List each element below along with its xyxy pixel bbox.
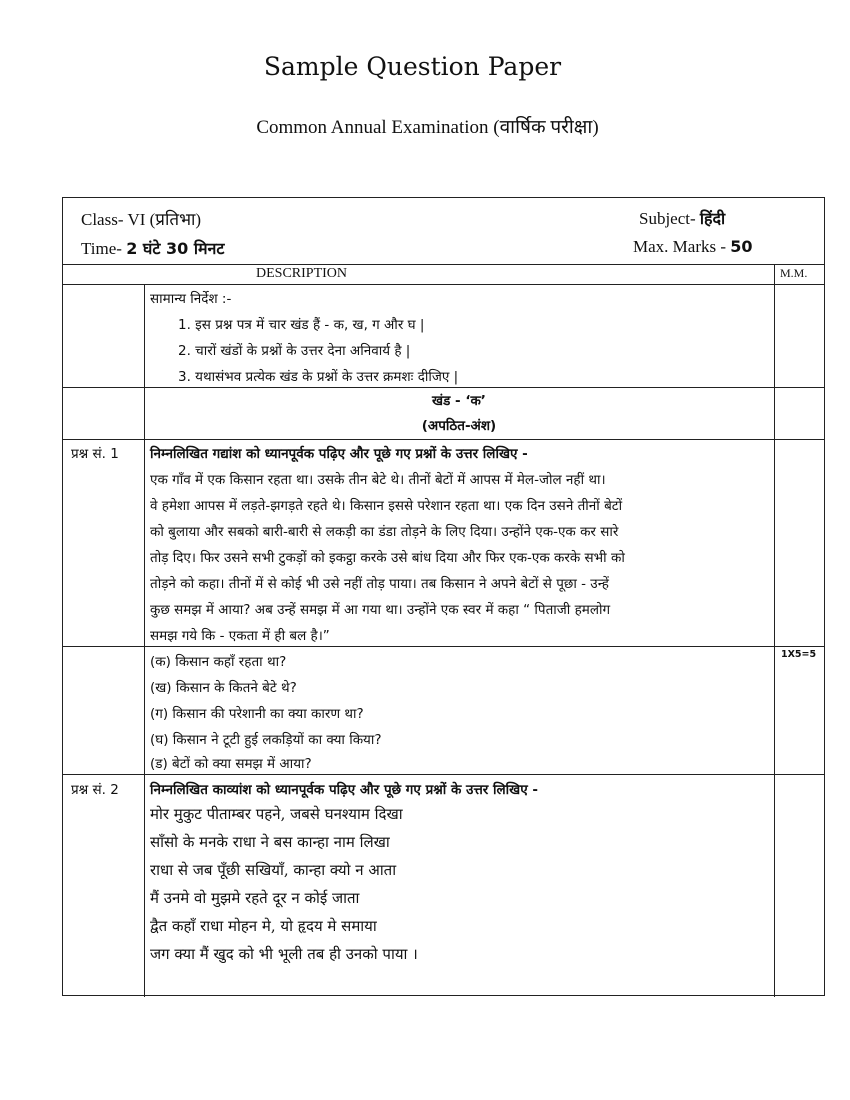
- poem-line: द्वैत कहाँ राधा मोहन मे, यो हृदय मे समाया: [150, 917, 377, 935]
- instruction-item: 3. यथासंभव प्रत्येक खंड के प्रश्नों के उत्तर क्रमशः दीजिए |: [178, 369, 459, 385]
- row-divider: [63, 439, 824, 440]
- class-info: [81, 207, 201, 230]
- instruction-item: 1. इस प्रश्न पत्र में चार खंड हैं - क, ख, ग और घ |: [178, 317, 425, 333]
- question-instruction: निम्नलिखित काव्यांश को ध्यानपूर्वक पढ़िए और पूछे गए प्रश्नों के उत्तर लिखिए -: [150, 782, 538, 798]
- question-table: [62, 197, 825, 996]
- passage-line: तोड़ने को कहा। तीनों में से कोई भी उसे नहीं तोड़ पाया। तब किसान ने अपने बेटों से पूछा - उन्हें: [150, 576, 609, 592]
- section-subtitle: (अपठित-अंश): [421, 418, 497, 434]
- passage-line: तोड़ दिए। फिर उसने सभी टुकड़ों को इकट्ठा करके उसे बांध दिया और फिर एक-एक करके सभी को: [150, 550, 625, 566]
- sub-question: (ख) किसान के कितने बेटे थे?: [150, 680, 297, 696]
- class-label: Class- VI: [81, 210, 146, 229]
- subject-label: Subject-: [639, 209, 696, 228]
- time-value: 2 घंटे 30 मिनट: [126, 239, 225, 258]
- row-divider: [63, 284, 824, 285]
- poem-line: मैं उनमे वो मुझमे रहते दूर न कोई जाता: [150, 889, 360, 907]
- time-info: [81, 237, 225, 259]
- column-divider: [774, 264, 775, 997]
- instructions-heading: सामान्य निर्देश :-: [150, 291, 232, 307]
- subject-info: [639, 207, 725, 229]
- question-marks: 1X5=5: [781, 649, 817, 660]
- page-title: Sample Question Paper: [263, 52, 562, 81]
- passage-line: को बुलाया और सबको बारी-बारी से लकड़ी का डंडा तोड़ने के लिए दिया। उन्होंने एक-एक कर सारे: [150, 524, 619, 540]
- question-instruction: निम्नलिखित गद्यांश को ध्यानपूर्वक पढ़िए और पूछे गए प्रश्नों के उत्तर लिखिए -: [150, 446, 528, 462]
- sub-question: (ग) किसान की परेशानी का क्या कारण था?: [150, 706, 364, 722]
- column-header-description: DESCRIPTION: [256, 266, 348, 281]
- row-divider: [63, 646, 824, 647]
- section-title: खंड - ‘क’: [432, 393, 486, 409]
- exam-subtitle: Common Annual Examination (वार्षिक परीक्षा): [256, 117, 599, 138]
- poem-line: राधा से जब पूँछी सखियाँ, कान्हा क्यो न आता: [150, 861, 397, 879]
- question-number: प्रश्न सं. 1: [71, 446, 119, 462]
- marks-info: [633, 237, 753, 257]
- passage-line: समझ गये कि - एकता में ही बल है।”: [150, 628, 330, 644]
- marks-label: Max. Marks -: [633, 237, 727, 256]
- question-number: प्रश्न सं. 2: [71, 782, 119, 798]
- instruction-item: 2. चारों खंडों के प्रश्नों के उत्तर देना अनिवार्य है |: [178, 343, 411, 359]
- time-label: Time-: [81, 239, 122, 258]
- subject-value: हिंदी: [699, 209, 726, 228]
- sub-question: (घ) किसान ने टूटी हुई लकड़ियों का क्या किया?: [150, 732, 382, 748]
- passage-line: वे हमेशा आपस में लड़ते-झगड़ते रहते थे। किसान इससे परेशान रहता था। एक दिन उसने तीनों बेटों: [150, 498, 623, 514]
- passage-line: एक गॉंव में एक किसान रहता था। उसके तीन बेटे थे। तीनों बेटों में आपस में मेल-जोल नहीं था।: [150, 472, 606, 488]
- sub-question: (क) किसान कहाँ रहता था?: [150, 654, 287, 670]
- poem-line: मोर मुकुट पीताम्बर पहने, जबसे घनश्याम दिखा: [150, 805, 403, 823]
- row-divider: [63, 387, 824, 388]
- column-header-mm: M.M.: [780, 266, 808, 280]
- row-divider: [63, 774, 824, 775]
- row-divider: [63, 264, 824, 265]
- class-value: (प्रतिभा): [149, 210, 202, 229]
- passage-line: कुछ समझ में आया? अब उन्हें समझ में आ गया था। उन्होंने एक स्वर में कहा “ पिताजी हमलोग: [150, 602, 611, 618]
- marks-value: 50: [730, 237, 753, 256]
- poem-line: जग क्या मैं खुद को भी भूली तब ही उनको पाया ।: [150, 945, 418, 963]
- sub-question: (ड) बेटों को क्या समझ में आया?: [150, 756, 312, 772]
- poem-line: साँसो के मनके राधा ने बस कान्हा नाम लिखा: [150, 833, 390, 851]
